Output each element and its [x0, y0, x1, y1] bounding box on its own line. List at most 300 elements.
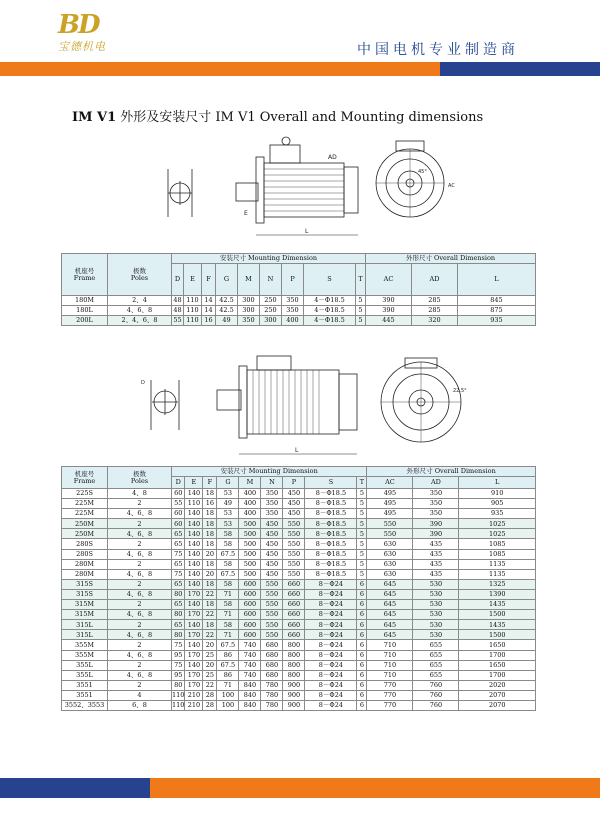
- table-cell: 530: [413, 600, 459, 610]
- table-cell: 55: [172, 499, 185, 509]
- table-cell: 845: [458, 296, 536, 306]
- table-cell: 710: [367, 650, 413, 660]
- table-cell: 71: [217, 589, 239, 599]
- table-cell: 200L: [62, 316, 108, 326]
- table-cell: 500: [239, 529, 261, 539]
- table-cell: 600: [239, 600, 261, 610]
- table-cell: 655: [413, 650, 459, 660]
- table-cell: 250: [260, 306, 282, 316]
- table-cell: 8－Φ24: [305, 579, 357, 589]
- dim-label-ac: AC: [448, 183, 455, 189]
- table-cell: 8－Φ24: [305, 620, 357, 630]
- table-cell: 350: [238, 316, 260, 326]
- table-cell: 3551: [62, 690, 108, 700]
- table-cell: 100: [217, 690, 239, 700]
- header-band-orange: [0, 62, 440, 76]
- table-cell: 16: [203, 499, 217, 509]
- table-cell: 67.5: [217, 569, 239, 579]
- table-cell: 3552、3553: [62, 700, 108, 710]
- table-cell: 170: [185, 650, 203, 660]
- table-cell: 905: [459, 499, 536, 509]
- table-cell: 140: [185, 509, 203, 519]
- table-cell: 450: [261, 559, 283, 569]
- table-cell: 645: [367, 600, 413, 610]
- table-cell: 285: [412, 296, 458, 306]
- table-cell: 285: [412, 306, 458, 316]
- table-cell: 355M: [62, 640, 108, 650]
- table-cell: 450: [261, 539, 283, 549]
- table-cell: 8－Φ24: [305, 700, 357, 710]
- table-cell: 86: [217, 650, 239, 660]
- table-cell: 110: [184, 306, 202, 316]
- table-cell: 350: [413, 509, 459, 519]
- table-cell: 140: [185, 640, 203, 650]
- table-cell: 8－Φ24: [305, 630, 357, 640]
- table-cell: 4－Φ18.5: [304, 296, 356, 306]
- th-frame: [62, 254, 108, 296]
- table-cell: 450: [261, 569, 283, 579]
- table-cell: 315L: [62, 630, 108, 640]
- table-cell: 8－Φ18.5: [305, 499, 357, 509]
- table-cell: 86: [217, 670, 239, 680]
- table-row: [62, 306, 536, 316]
- table-cell: 49: [216, 316, 238, 326]
- table-row: [62, 620, 536, 630]
- table-cell: 5: [357, 499, 367, 509]
- table-cell: 2: [108, 620, 172, 630]
- table-cell: 110: [172, 701, 185, 710]
- table-cell: 355L: [62, 660, 108, 670]
- logo-text: 宝德机电: [58, 40, 106, 53]
- table-cell: 8－Φ18.5: [305, 519, 357, 529]
- table-cell: 350: [261, 499, 283, 509]
- dim-label-l: L: [295, 447, 299, 454]
- table-row: [62, 539, 536, 549]
- table-cell: 140: [185, 600, 203, 610]
- table-cell: 5: [357, 559, 367, 569]
- th-col: T: [357, 477, 367, 489]
- table-cell: 4、6、8: [108, 569, 172, 579]
- table-cell: 450: [261, 549, 283, 559]
- table-cell: 450: [261, 529, 283, 539]
- table-cell: 2070: [459, 690, 536, 700]
- table-cell: 400: [282, 316, 304, 326]
- table-cell: 300: [260, 316, 282, 326]
- table-cell: 1500: [459, 610, 536, 620]
- table-cell: 600: [239, 589, 261, 599]
- table-cell: 80: [172, 630, 185, 640]
- table-cell: 435: [413, 539, 459, 549]
- table-cell: 5: [356, 296, 366, 306]
- table-cell: 900: [283, 700, 305, 710]
- table-cell: 6: [357, 620, 367, 630]
- table-cell: 315M: [62, 610, 108, 620]
- table-cell: 58: [217, 539, 239, 549]
- table-cell: 8－Φ24: [305, 589, 357, 599]
- table-cell: 75: [172, 569, 185, 579]
- table-cell: 2: [108, 600, 172, 610]
- th-col: D: [172, 477, 185, 489]
- table-cell: 2: [108, 640, 172, 650]
- table-cell: 660: [283, 620, 305, 630]
- table-cell: 210: [185, 690, 203, 700]
- table-cell: 1135: [459, 569, 536, 579]
- fan-cover: [344, 167, 358, 213]
- table-cell: 2020: [459, 680, 536, 690]
- table-cell: 875: [458, 306, 536, 316]
- table-cell: 680: [261, 650, 283, 660]
- motor-drawing-1: [150, 125, 460, 250]
- table-cell: 4、8: [108, 489, 172, 499]
- table-cell: 550: [283, 569, 305, 579]
- table-cell: 8－Φ24: [305, 640, 357, 650]
- table-cell: 4、6、8: [108, 610, 172, 620]
- th-col: D: [172, 264, 184, 296]
- table-cell: 18: [203, 519, 217, 529]
- th-frame-en: Frame: [73, 273, 96, 282]
- th-poles-en: Poles: [130, 476, 149, 485]
- table-cell: 42.5: [216, 306, 238, 316]
- table-cell: 225M: [62, 509, 108, 519]
- th-col: F: [202, 264, 216, 296]
- th-mounting: 安装尺寸 Mounting Dimension: [172, 467, 367, 477]
- table-cell: 18: [203, 539, 217, 549]
- table-cell: 500: [239, 559, 261, 569]
- fan-cover: [339, 374, 357, 430]
- table-cell: 1435: [459, 600, 536, 610]
- table-cell: 630: [367, 549, 413, 559]
- table-cell: 935: [458, 316, 536, 326]
- table-row: [62, 700, 536, 710]
- table-cell: 780: [261, 700, 283, 710]
- th-col: M: [239, 477, 261, 489]
- table-cell: 660: [283, 610, 305, 620]
- table-cell: 315M: [62, 600, 108, 610]
- table-cell: 645: [367, 589, 413, 599]
- table-cell: 550: [283, 529, 305, 539]
- table-cell: 280M: [62, 559, 108, 569]
- table-cell: 435: [413, 569, 459, 579]
- table-cell: 2070: [459, 700, 536, 710]
- table-cell: 445: [366, 316, 412, 326]
- table-cell: 630: [367, 559, 413, 569]
- table-cell: 760: [413, 700, 459, 710]
- table-row: [62, 600, 536, 610]
- table-cell: 8－Φ18.5: [305, 489, 357, 499]
- table-cell: 500: [239, 549, 261, 559]
- table-cell: 550: [283, 519, 305, 529]
- table-row: [62, 316, 536, 326]
- th-col: G: [216, 264, 238, 296]
- table-row: [62, 680, 536, 690]
- table-row: [62, 569, 536, 579]
- dimension-table-2: [61, 466, 536, 711]
- table-cell: 1135: [459, 559, 536, 569]
- table-cell: 6: [357, 589, 367, 599]
- table-cell: 500: [239, 519, 261, 529]
- table-cell: 550: [367, 529, 413, 539]
- table-cell: 8－Φ18.5: [305, 509, 357, 519]
- table-cell: 140: [185, 620, 203, 630]
- table-cell: 495: [367, 489, 413, 499]
- th-col: P: [283, 477, 305, 489]
- th-col: L: [458, 264, 536, 296]
- table-cell: 48: [173, 296, 182, 305]
- table-cell: 530: [413, 589, 459, 599]
- table-cell: 840: [239, 690, 261, 700]
- table-cell: 53: [217, 519, 239, 529]
- table-cell: 170: [185, 589, 203, 599]
- table-cell: 60: [172, 509, 185, 519]
- th-col: S: [305, 477, 357, 489]
- table-row: [62, 630, 536, 640]
- table-cell: 390: [413, 529, 459, 539]
- th-col: P: [282, 264, 304, 296]
- table-cell: 1435: [459, 620, 536, 630]
- table-cell: 550: [261, 620, 283, 630]
- table-cell: 740: [239, 670, 261, 680]
- terminal-box: [270, 145, 300, 163]
- table-cell: 680: [261, 660, 283, 670]
- table-cell: 55: [173, 316, 182, 325]
- table-cell: 53: [217, 509, 239, 519]
- table-cell: 42.5: [216, 296, 238, 306]
- table-cell: 2: [108, 660, 172, 670]
- table-cell: 4、6、8: [108, 630, 172, 640]
- table-cell: 4、6、8: [108, 589, 172, 599]
- th-col: E: [184, 264, 202, 296]
- brand-logo: [58, 10, 138, 58]
- table-cell: 75: [172, 549, 185, 559]
- dim-label-l: L: [305, 228, 309, 235]
- table-cell: 16: [202, 316, 216, 326]
- table-cell: 110: [184, 316, 202, 326]
- table-cell: 14: [202, 296, 216, 306]
- table-cell: 2: [108, 579, 172, 589]
- table-row: [62, 660, 536, 670]
- table-cell: 4、6、8: [108, 509, 172, 519]
- table-cell: 140: [185, 519, 203, 529]
- table-cell: 6: [357, 600, 367, 610]
- table-cell: 400: [239, 509, 261, 519]
- table-cell: 2: [108, 499, 172, 509]
- table-cell: 20: [203, 549, 217, 559]
- motor-drawing-2: [135, 350, 480, 462]
- th-col: F: [203, 477, 217, 489]
- table-cell: 6: [357, 640, 367, 650]
- table-cell: 80: [172, 680, 185, 690]
- title-text: 外形及安装尺寸 IM V1 Overall and Mounting dimensions: [116, 110, 484, 125]
- table-cell: 645: [367, 630, 413, 640]
- table-cell: 100: [217, 700, 239, 710]
- table-cell: 58: [217, 559, 239, 569]
- table-cell: 2、4: [108, 296, 172, 306]
- table-cell: 390: [366, 296, 412, 306]
- table-cell: 95: [172, 650, 185, 660]
- table-cell: 140: [185, 660, 203, 670]
- table-cell: 315L: [62, 620, 108, 630]
- table-row: [62, 610, 536, 620]
- table-cell: 800: [283, 660, 305, 670]
- th-col: S: [304, 264, 356, 296]
- table-cell: 355M: [62, 650, 108, 660]
- table-cell: 5: [356, 316, 366, 326]
- table-cell: 2: [108, 559, 172, 569]
- table-cell: 550: [261, 600, 283, 610]
- table-cell: 6: [357, 610, 367, 620]
- table-cell: 20: [203, 660, 217, 670]
- table-cell: 140: [185, 539, 203, 549]
- table-cell: 140: [185, 579, 203, 589]
- table-cell: 6: [357, 700, 367, 710]
- th-poles: [108, 254, 172, 296]
- table-cell: 225S: [62, 489, 108, 499]
- table-cell: 660: [283, 630, 305, 640]
- table-cell: 740: [239, 650, 261, 660]
- table-cell: 1025: [459, 519, 536, 529]
- table-cell: 140: [185, 569, 203, 579]
- th-mounting: 安装尺寸 Mounting Dimension: [172, 254, 366, 264]
- shaft: [217, 390, 241, 410]
- th-col: N: [260, 264, 282, 296]
- table-cell: 655: [413, 660, 459, 670]
- table-cell: 710: [367, 660, 413, 670]
- table-cell: 350: [413, 499, 459, 509]
- table-cell: 18: [203, 559, 217, 569]
- table-cell: 110: [184, 296, 202, 306]
- table-cell: 67.5: [217, 549, 239, 559]
- table-cell: 58: [217, 579, 239, 589]
- table-cell: 250: [260, 296, 282, 306]
- table-cell: 18: [203, 620, 217, 630]
- table-cell: 530: [413, 579, 459, 589]
- table-cell: 320: [412, 316, 458, 326]
- dim-label-angle1: 45°: [418, 169, 427, 175]
- dim-label-e: E: [244, 210, 248, 217]
- table-cell: 550: [367, 519, 413, 529]
- table-cell: 770: [367, 700, 413, 710]
- table-cell: 5: [357, 489, 367, 499]
- table-cell: 900: [283, 680, 305, 690]
- table-cell: 660: [283, 579, 305, 589]
- table-cell: 6: [357, 670, 367, 680]
- th-col: AD: [412, 264, 458, 296]
- terminal-box: [257, 356, 291, 370]
- table-cell: 225M: [62, 499, 108, 509]
- table-cell: 450: [261, 519, 283, 529]
- table-cell: 300: [238, 296, 260, 306]
- table-cell: 250M: [62, 529, 108, 539]
- table-cell: 28: [203, 690, 217, 700]
- table-cell: 170: [185, 670, 203, 680]
- th-overall: 外形尺寸 Overall Dimension: [366, 254, 536, 264]
- table-cell: 58: [217, 600, 239, 610]
- table-cell: 350: [282, 296, 304, 306]
- table-cell: 110: [185, 499, 203, 509]
- table-cell: 18: [203, 509, 217, 519]
- table-cell: 1650: [459, 660, 536, 670]
- table-row: [62, 670, 536, 680]
- table-cell: 1085: [459, 539, 536, 549]
- table-cell: 49: [217, 499, 239, 509]
- table-cell: 4、6、8: [108, 670, 172, 680]
- table-cell: 5: [357, 529, 367, 539]
- table-cell: 530: [413, 610, 459, 620]
- table-cell: 530: [413, 620, 459, 630]
- table-cell: 25: [203, 650, 217, 660]
- shaft: [236, 183, 258, 201]
- logo-mark: BD: [58, 10, 99, 40]
- table-cell: 655: [413, 640, 459, 650]
- table-cell: 4－Φ18.5: [304, 316, 356, 326]
- table-cell: 18: [203, 579, 217, 589]
- table-cell: 28: [203, 700, 217, 710]
- slogan: 中国电机专业制造商: [357, 42, 519, 58]
- th-col: M: [238, 264, 260, 296]
- th-frame-cn: 机座号: [74, 267, 95, 275]
- table-cell: 5: [356, 306, 366, 316]
- table-cell: 740: [239, 660, 261, 670]
- th-overall: 外形尺寸 Overall Dimension: [367, 467, 536, 477]
- footer-band-orange: [150, 778, 600, 798]
- dimension-table-1: [61, 253, 536, 326]
- table-cell: 450: [283, 499, 305, 509]
- table-cell: 400: [239, 489, 261, 499]
- table-cell: 350: [261, 509, 283, 519]
- flange: [256, 157, 264, 223]
- table-cell: 110: [172, 691, 185, 700]
- th-col: N: [261, 477, 283, 489]
- title-code: IM V1: [72, 110, 117, 125]
- th-col: G: [217, 477, 239, 489]
- table-cell: 630: [367, 569, 413, 579]
- table-row: [62, 650, 536, 660]
- table-cell: 660: [283, 589, 305, 599]
- table-cell: 840: [239, 680, 261, 690]
- table-cell: 140: [185, 559, 203, 569]
- table-cell: 8－Φ18.5: [305, 539, 357, 549]
- table-row: [62, 690, 536, 700]
- table-row: [62, 529, 536, 539]
- table-cell: 660: [283, 600, 305, 610]
- table-cell: 6、8: [108, 700, 172, 710]
- th-poles-cn: 极数: [133, 470, 146, 478]
- th-frame-cn: 机座号: [74, 470, 95, 478]
- table-cell: 550: [261, 630, 283, 640]
- table-cell: 495: [367, 499, 413, 509]
- table-cell: 1325: [459, 579, 536, 589]
- table-cell: 550: [283, 549, 305, 559]
- table-cell: 180L: [62, 306, 108, 316]
- table-cell: 65: [172, 529, 185, 539]
- table-cell: 6: [357, 660, 367, 670]
- table-cell: 350: [413, 489, 459, 499]
- table-cell: 780: [261, 680, 283, 690]
- table-cell: 500: [239, 539, 261, 549]
- table-cell: 95: [172, 670, 185, 680]
- table-cell: 4、6、8: [108, 306, 172, 316]
- table-cell: 400: [239, 499, 261, 509]
- table-cell: 80: [172, 589, 185, 599]
- table-cell: 770: [367, 690, 413, 700]
- table-cell: 280S: [62, 549, 108, 559]
- table-cell: 170: [185, 680, 203, 690]
- table-cell: 280S: [62, 539, 108, 549]
- table-cell: 600: [239, 579, 261, 589]
- table-cell: 450: [283, 509, 305, 519]
- table-cell: 770: [367, 680, 413, 690]
- footer-band-blue: [0, 778, 150, 798]
